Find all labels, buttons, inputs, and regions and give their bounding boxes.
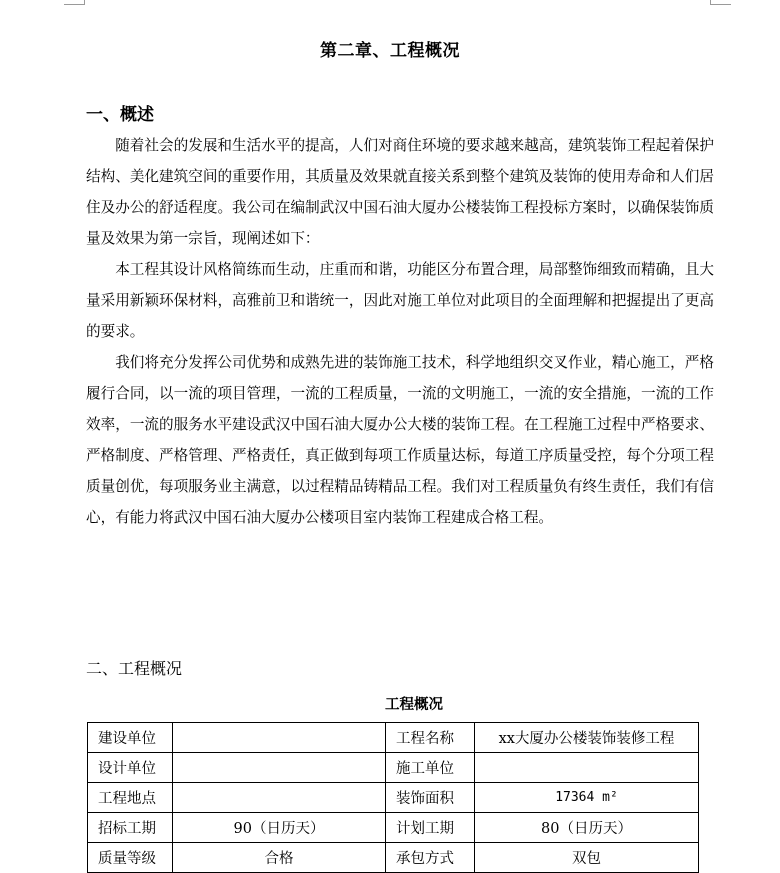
table-cell-value: 双包: [475, 843, 699, 873]
table-cell-label: 招标工期: [88, 813, 173, 843]
project-info-table: [87, 722, 699, 873]
table-cell-value: [173, 753, 386, 783]
chapter-title: 第二章、工程概况: [320, 41, 460, 61]
table-cell-label: 装饰面积: [386, 783, 475, 813]
table-cell-label: 施工单位: [386, 753, 475, 783]
table-cell-value: xx大厦办公楼装饰装修工程: [475, 723, 699, 753]
table-caption: 工程概况: [385, 696, 443, 713]
table-cell-value: 17364 m²: [475, 783, 699, 813]
page-corner-mark-left: [64, 0, 85, 5]
table-row: [88, 813, 699, 843]
paragraph: 我们将充分发挥公司优势和成熟先进的装饰施工技术，科学地组织交叉作业，精心施工，严格履行合同，以一流的项目管理，一流的工程质量，一流的文明施工，一流的安全措施，一流的工作效率，一流的服务水平建设武汉中国石油大厦办公大楼的装饰工程。在工程施工过程中严格要求、严格制度、严格管理、严格责任，真正做到每项工作质量达标，每道工序质量受控，每个分项工程质量创优，每项服务业主满意，以过程精品铸精品工程。我们对工程质量负有终生责任，我们有信心，有能力将武汉中国石油大厦办公楼项目室内装饰工程建成合格工程。: [86, 354, 714, 526]
table-cell-label: 建设单位: [88, 723, 173, 753]
table-cell-value: [475, 753, 699, 783]
table-row: [88, 753, 699, 783]
page-corner-mark-right: [710, 0, 731, 5]
table-cell-label: 质量等级: [88, 843, 173, 873]
section-heading-overview: 一、概述: [86, 105, 154, 125]
table-row: [88, 783, 699, 813]
table-cell-label: 工程地点: [88, 783, 173, 813]
table-cell-label: 计划工期: [386, 813, 475, 843]
section-heading-project-overview: 二、工程概况: [86, 659, 183, 678]
table-cell-label: 设计单位: [88, 753, 173, 783]
table-cell-value: 合格: [173, 843, 386, 873]
paragraph: 本工程其设计风格简练而生动，庄重而和谐，功能区分布置合理，局部整饰细致而精确，且大量采用新颖环保材料，高雅前卫和谐统一，因此对施工单位对此项目的全面理解和把握提出了更高的要求。: [86, 261, 714, 340]
table-cell-value: [173, 723, 386, 753]
table-cell-value: [173, 783, 386, 813]
paragraph: 随着社会的发展和生活水平的提高，人们对商住环境的要求越来越高，建筑装饰工程起着保护结构、美化建筑空间的重要作用，其质量及效果就直接关系到整个建筑及装饰的使用寿命和人们居住及办公的舒适程度。我公司在编制武汉中国石油大厦办公楼装饰工程投标方案时，以确保装饰质量及效果为第一宗旨，现阐述如下：: [86, 137, 714, 247]
table-row: [88, 723, 699, 753]
table-cell-value: 90（日历天）: [173, 813, 386, 843]
table-cell-value: 80（日历天）: [475, 813, 699, 843]
overview-body: [86, 130, 714, 533]
table-cell-label: 工程名称: [386, 723, 475, 753]
table-cell-label: 承包方式: [386, 843, 475, 873]
